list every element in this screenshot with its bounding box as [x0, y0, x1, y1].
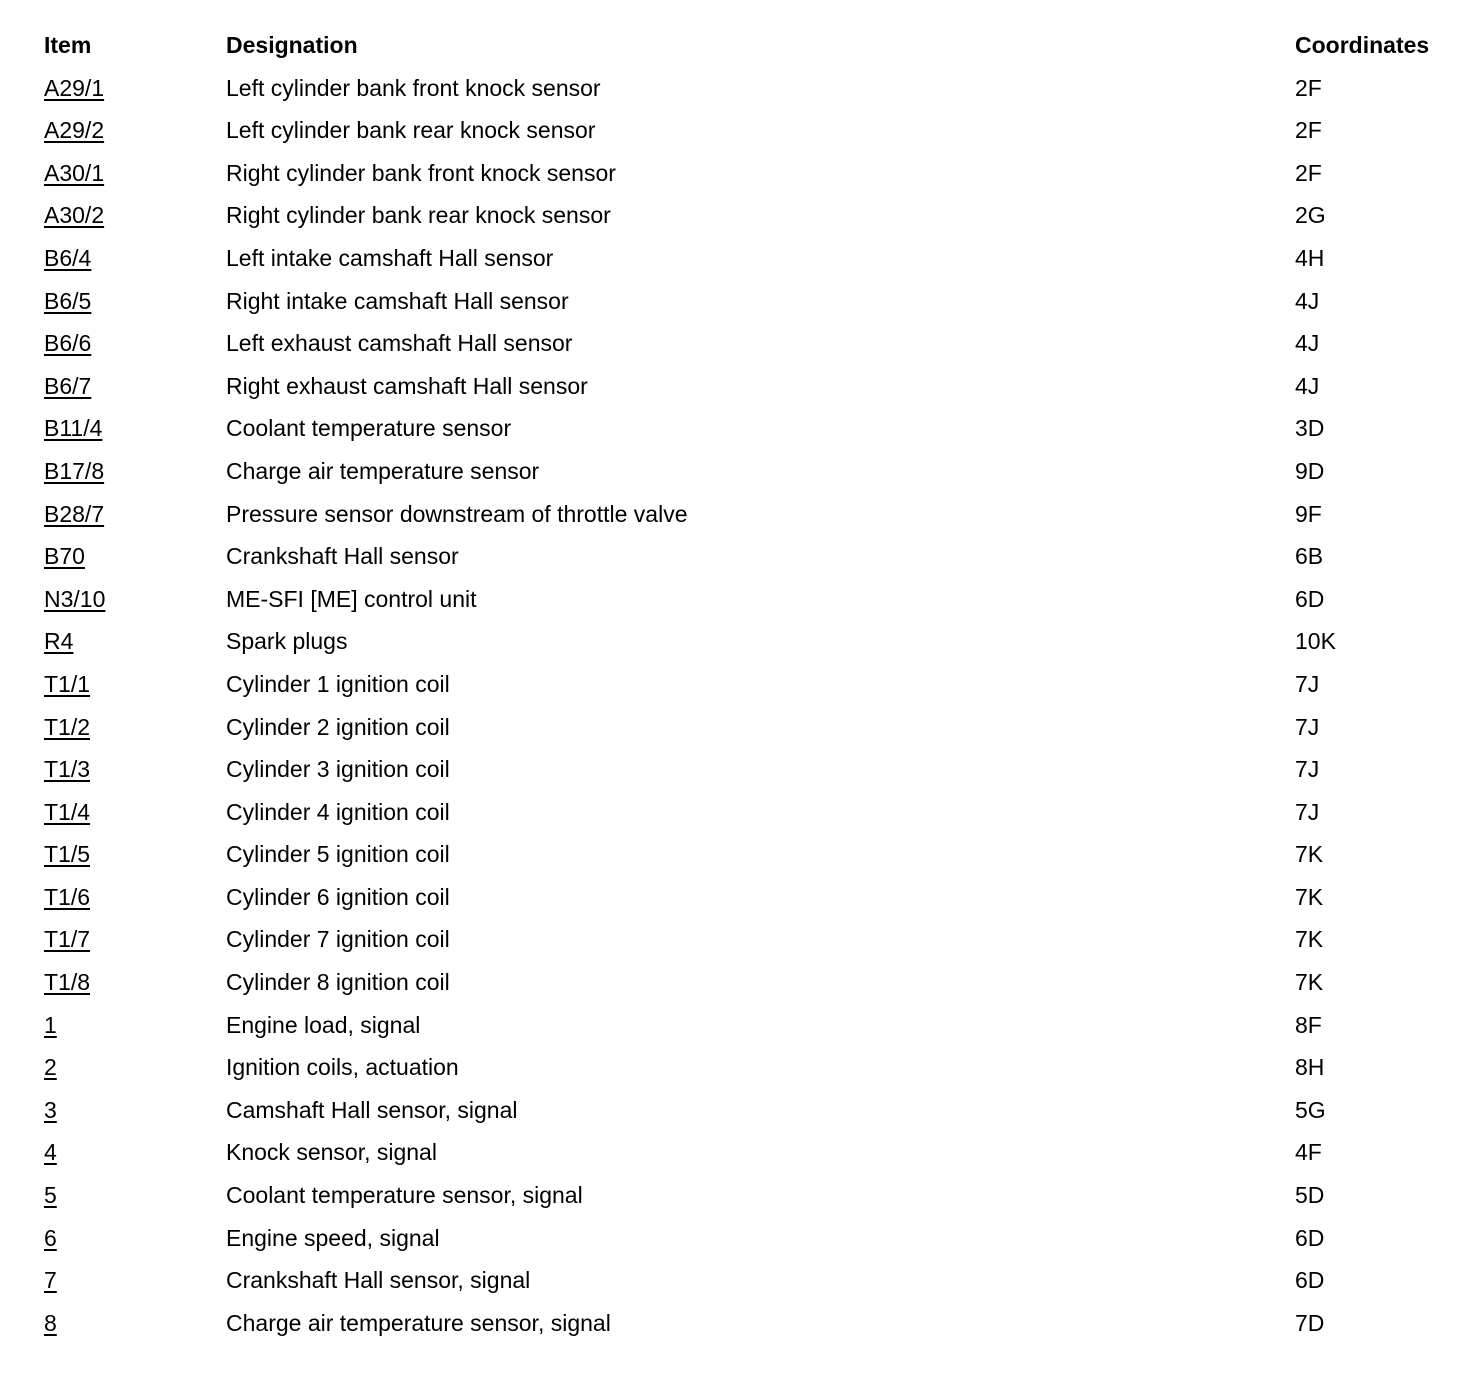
designation-text: ME-SFI [ME] control unit — [226, 585, 477, 612]
item-link[interactable]: 5 — [44, 1182, 57, 1209]
item-link[interactable]: B28/7 — [44, 500, 105, 527]
designation-text: Right intake camshaft Hall sensor — [226, 287, 569, 314]
designation-text: Charge air temperature sensor — [226, 457, 540, 484]
item-link[interactable]: A30/1 — [44, 159, 105, 186]
item-link[interactable]: 1 — [44, 1011, 57, 1038]
coordinates-text: 8H — [1295, 1054, 1325, 1081]
item-link[interactable]: 7 — [44, 1267, 57, 1294]
designation-text: Charge air temperature sensor, signal — [226, 1309, 611, 1336]
table-row — [0, 748, 1472, 791]
table-row — [0, 365, 1472, 408]
designation-text: Camshaft Hall sensor, signal — [226, 1096, 518, 1123]
item-link[interactable]: T1/1 — [44, 670, 91, 697]
designation-text: Right cylinder bank front knock sensor — [226, 159, 616, 186]
designation-text: Cylinder 4 ignition coil — [226, 798, 450, 825]
item-link[interactable]: T1/8 — [44, 969, 91, 996]
designation-text: Cylinder 6 ignition coil — [226, 883, 450, 910]
designation-text: Ignition coils, actuation — [226, 1054, 459, 1081]
table-row — [0, 578, 1472, 621]
designation-text: Left intake camshaft Hall sensor — [226, 244, 554, 271]
designation-text: Engine load, signal — [226, 1011, 421, 1038]
item-link[interactable]: N3/10 — [44, 585, 106, 612]
coordinates-text: 6D — [1295, 585, 1325, 612]
coordinates-text: 6B — [1295, 543, 1324, 570]
table-row — [0, 918, 1472, 961]
component-legend-table — [0, 24, 1472, 1344]
coordinates-text: 4F — [1295, 1139, 1322, 1166]
designation-text: Right cylinder bank rear knock sensor — [226, 202, 611, 229]
table-row — [0, 706, 1472, 749]
table-row — [0, 833, 1472, 876]
item-link[interactable]: B11/4 — [44, 415, 103, 442]
designation-text: Cylinder 8 ignition coil — [226, 969, 450, 996]
table-row — [0, 791, 1472, 834]
item-link[interactable]: A30/2 — [44, 202, 105, 229]
item-link[interactable]: T1/2 — [44, 713, 91, 740]
column-header-coordinates: Coordinates — [1295, 32, 1430, 58]
designation-text: Crankshaft Hall sensor, signal — [226, 1267, 531, 1294]
item-link[interactable]: T1/5 — [44, 841, 91, 868]
table-row — [0, 67, 1472, 110]
item-link[interactable]: T1/3 — [44, 756, 91, 783]
item-link[interactable]: 8 — [44, 1309, 57, 1336]
coordinates-text: 2F — [1295, 159, 1322, 186]
designation-text: Cylinder 5 ignition coil — [226, 841, 450, 868]
table-row — [0, 1302, 1472, 1345]
table-row — [0, 407, 1472, 450]
item-link[interactable]: A29/1 — [44, 74, 105, 101]
designation-text: Right exhaust camshaft Hall sensor — [226, 372, 588, 399]
table-header — [0, 24, 1472, 67]
designation-text: Engine speed, signal — [226, 1224, 440, 1251]
coordinates-text: 4J — [1295, 330, 1320, 357]
coordinates-text: 9F — [1295, 500, 1322, 527]
coordinates-text: 2G — [1295, 202, 1326, 229]
coordinates-text: 8F — [1295, 1011, 1322, 1038]
coordinates-text: 7K — [1295, 841, 1324, 868]
table-row — [0, 1259, 1472, 1302]
designation-text: Crankshaft Hall sensor — [226, 543, 459, 570]
item-link[interactable]: T1/4 — [44, 798, 91, 825]
column-header-designation: Designation — [226, 32, 358, 58]
table-row — [0, 194, 1472, 237]
item-link[interactable]: B70 — [44, 543, 85, 570]
table-row — [0, 322, 1472, 365]
coordinates-text: 5G — [1295, 1096, 1326, 1123]
coordinates-text: 7J — [1295, 756, 1320, 783]
coordinates-text: 2F — [1295, 117, 1322, 144]
coordinates-text: 10K — [1295, 628, 1336, 655]
item-link[interactable]: 6 — [44, 1224, 57, 1251]
item-link[interactable]: B6/6 — [44, 330, 92, 357]
designation-text: Cylinder 7 ignition coil — [226, 926, 450, 953]
item-link[interactable]: T1/6 — [44, 883, 91, 910]
table-row — [0, 1217, 1472, 1260]
table-row — [0, 876, 1472, 919]
table-row — [0, 450, 1472, 493]
coordinates-text: 7D — [1295, 1309, 1325, 1336]
coordinates-text: 7K — [1295, 926, 1324, 953]
designation-text: Left cylinder bank front knock sensor — [226, 74, 601, 101]
table-row — [0, 1046, 1472, 1089]
designation-text: Knock sensor, signal — [226, 1139, 437, 1166]
table-body — [0, 67, 1472, 1345]
table-row — [0, 663, 1472, 706]
item-link[interactable]: B6/4 — [44, 244, 92, 271]
item-link[interactable]: 2 — [44, 1054, 57, 1081]
coordinates-text: 7J — [1295, 670, 1320, 697]
item-link[interactable]: B6/5 — [44, 287, 92, 314]
table-row — [0, 1004, 1472, 1047]
table-row — [0, 493, 1472, 536]
coordinates-text: 3D — [1295, 415, 1325, 442]
coordinates-text: 9D — [1295, 457, 1325, 484]
designation-text: Cylinder 1 ignition coil — [226, 670, 450, 697]
coordinates-text: 6D — [1295, 1224, 1325, 1251]
table-row — [0, 280, 1472, 323]
coordinates-text: 6D — [1295, 1267, 1325, 1294]
table-row — [0, 1131, 1472, 1174]
designation-text: Coolant temperature sensor — [226, 415, 512, 442]
coordinates-text: 2F — [1295, 74, 1322, 101]
designation-text: Spark plugs — [226, 628, 348, 655]
designation-text: Cylinder 3 ignition coil — [226, 756, 450, 783]
coordinates-text: 7K — [1295, 969, 1324, 996]
designation-text: Coolant temperature sensor, signal — [226, 1182, 583, 1209]
item-link[interactable]: B6/7 — [44, 372, 92, 399]
item-link[interactable]: 3 — [44, 1096, 57, 1123]
table-row — [0, 152, 1472, 195]
coordinates-text: 4J — [1295, 372, 1320, 399]
item-link[interactable]: T1/7 — [44, 926, 91, 953]
designation-text: Cylinder 2 ignition coil — [226, 713, 450, 740]
item-link[interactable]: 4 — [44, 1139, 57, 1166]
coordinates-text: 7J — [1295, 798, 1320, 825]
column-header-item: Item — [44, 32, 92, 58]
coordinates-text: 4J — [1295, 287, 1320, 314]
designation-text: Left exhaust camshaft Hall sensor — [226, 330, 573, 357]
table-row — [0, 1174, 1472, 1217]
table-row — [0, 535, 1472, 578]
item-link[interactable]: A29/2 — [44, 117, 105, 144]
table-row — [0, 1089, 1472, 1132]
table-row — [0, 109, 1472, 152]
table-row — [0, 237, 1472, 280]
item-link[interactable]: R4 — [44, 628, 74, 655]
item-link[interactable]: B17/8 — [44, 457, 105, 484]
table-row — [0, 961, 1472, 1004]
designation-text: Left cylinder bank rear knock sensor — [226, 117, 596, 144]
coordinates-text: 7J — [1295, 713, 1320, 740]
coordinates-text: 4H — [1295, 244, 1325, 271]
designation-text: Pressure sensor downstream of throttle valve — [226, 500, 688, 527]
coordinates-text: 5D — [1295, 1182, 1325, 1209]
table-row — [0, 620, 1472, 663]
coordinates-text: 7K — [1295, 883, 1324, 910]
